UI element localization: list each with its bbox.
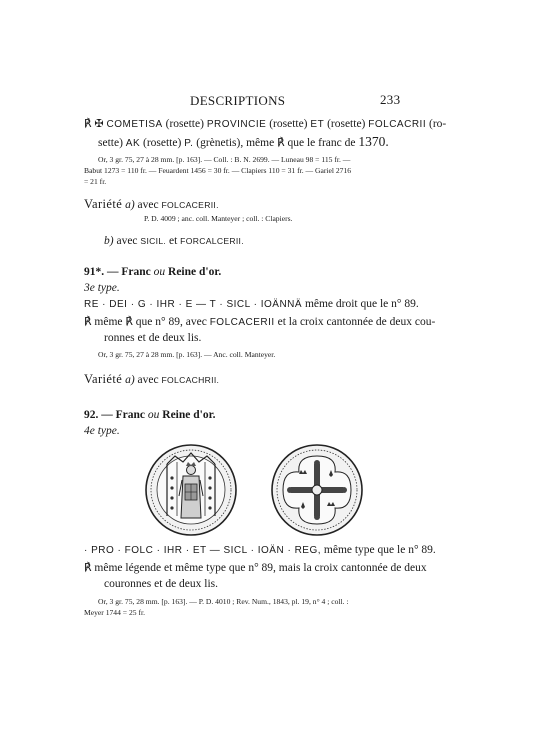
- variete-a-folcacerii: Variété a) avec FOLCACERII.: [84, 197, 219, 211]
- entry-92-reference-line-1: Or, 3 gr. 75, 28 mm. [p. 163]. — P. D. 4010 ; Rev. Num., 1843, pl. 19, n° 4 ; coll. :: [98, 597, 349, 606]
- entry-91-reference: Or, 3 gr. 75, 27 à 28 mm. [p. 163]. — Anc. coll. Manteyer.: [98, 350, 276, 359]
- entry-91-reverse-line-2: ronnes et de deux lis.: [104, 332, 202, 344]
- reverse-line-1: ℟ ✠ COMETISA (rosette) PROVINCIE (rosette) ET (rosette) FOLCACRII (ro-: [84, 118, 447, 130]
- entry-91-reverse-line-1: ℟ même ℟ que n° 89, avec FOLCACERII et la croix cantonnée de deux cou-: [84, 316, 436, 328]
- entry-92-obverse: · PRO · FOLC · IHR · ET — SICL · IOÄN · REG, même type que le n° 89.: [84, 544, 436, 556]
- entry-92-reference-line-2: Meyer 1744 = 25 fr.: [84, 608, 146, 617]
- entry-91-type: 3e type.: [84, 282, 120, 294]
- entry-92-heading: 92. — Franc ou Reine d'or.: [84, 409, 216, 421]
- reverse-line-2: sette) AK (rosette) P. (grènetis), même ℟ que le franc de 1370.: [98, 134, 389, 149]
- reference-1370-line-2: Babut 1273 = 110 fr. — Feuardent 1456 = 30 fr. — Clapiers 110 = 31 fr. — Gariel 2716: [84, 166, 352, 175]
- running-title: DESCRIPTIONS: [190, 93, 286, 108]
- variete-a-reference: P. D. 4009 ; anc. coll. Manteyer ; coll. : Clapiers.: [144, 214, 293, 223]
- coin-plate: [145, 442, 385, 538]
- entry-91-obverse: RE · DEI · G · IHR · E — T · SICL · IOÄNNÄ même droit que le n° 89.: [84, 298, 419, 310]
- entry-92-reverse-line-1: ℟ même légende et même type que n° 89, mais la croix cantonnée de deux: [84, 562, 427, 574]
- entry-92-reverse-line-2: couronnes et de deux lis.: [104, 578, 219, 590]
- reference-1370-line-1: Or, 3 gr. 75, 27 à 28 mm. [p. 163]. — Coll. : B. N. 2699. — Luneau 98 = 115 fr. —: [98, 155, 351, 164]
- entry-92-type: 4e type.: [84, 425, 120, 437]
- entry-91-heading: 91*. — Franc ou Reine d'or.: [84, 266, 222, 278]
- page-number: 233: [380, 92, 401, 107]
- coin-reverse-icon: [145, 442, 385, 538]
- variete-a-folcachrii: Variété a) avec FOLCACHRII.: [84, 372, 220, 386]
- variete-b-sicil: b) avec SICIL. et FORCALCERII.: [104, 235, 244, 247]
- reference-1370-line-3: = 21 fr.: [84, 177, 107, 186]
